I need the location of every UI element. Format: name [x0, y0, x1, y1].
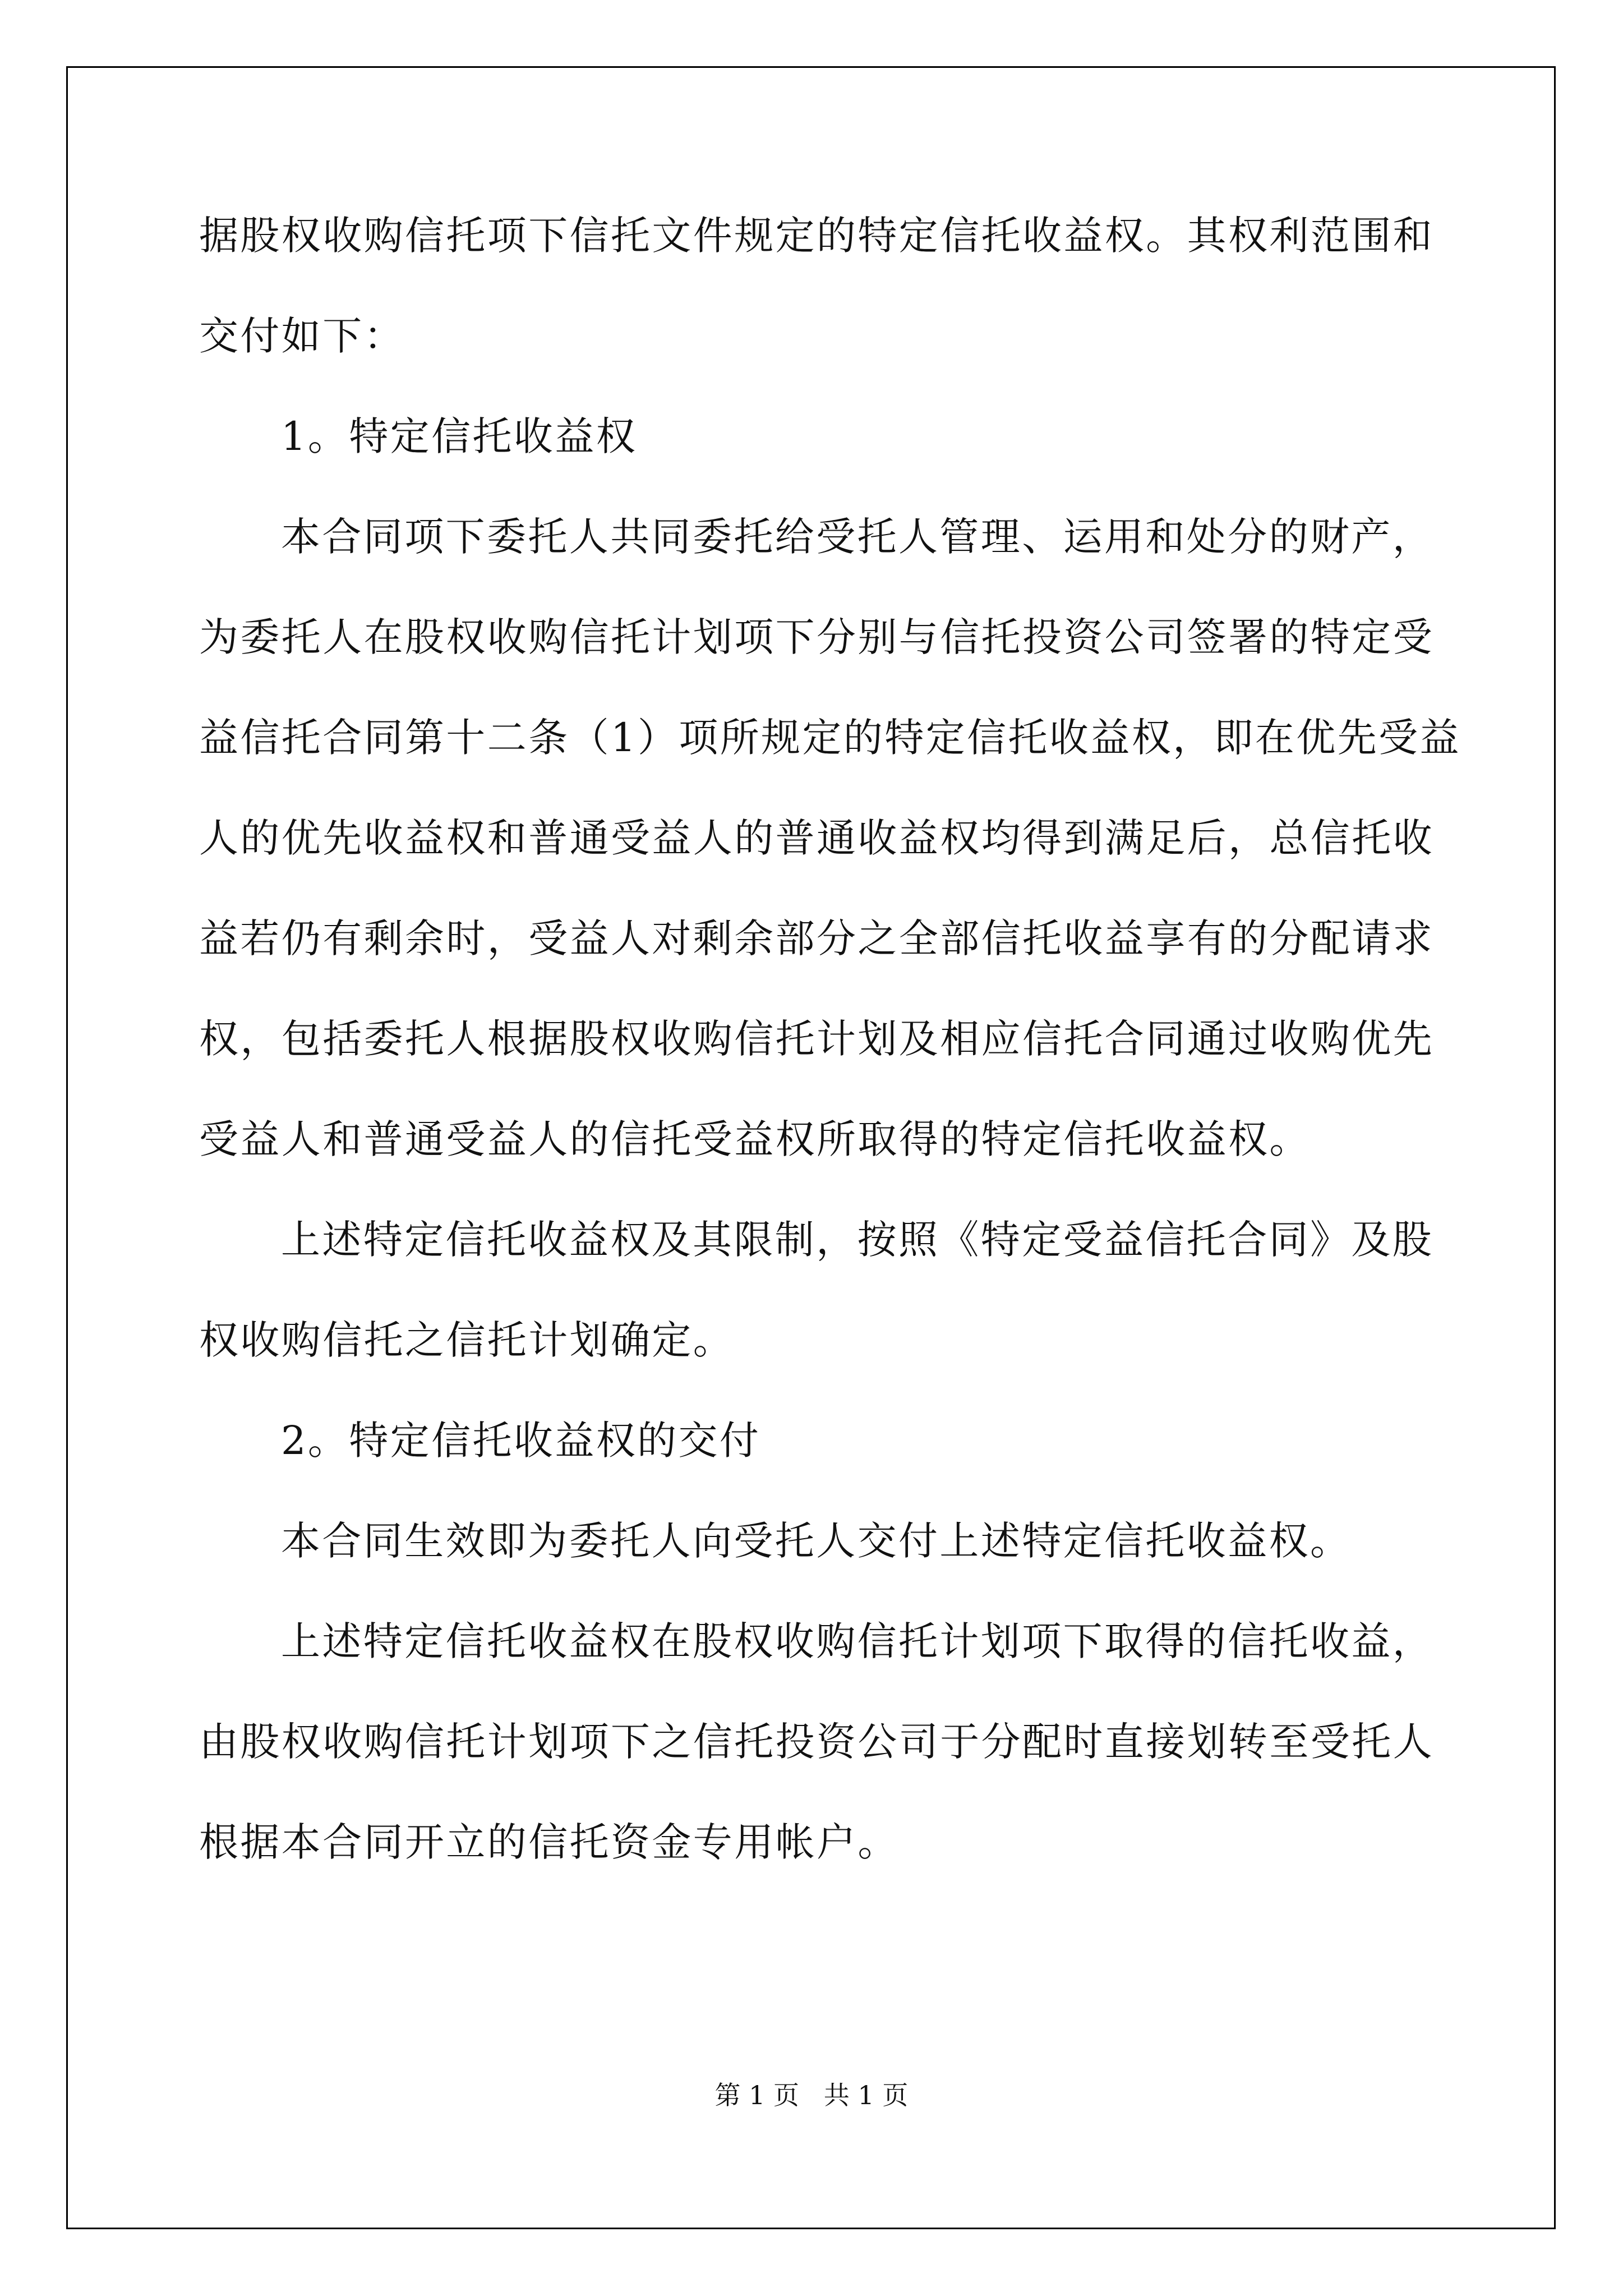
- text-line: 受益人和普通受益人的信托受益权所取得的特定信托收益权。: [199, 1116, 1311, 1162]
- section-heading: 1。特定信托收益权: [281, 413, 638, 459]
- text-line: 为委托人在股权收购信托计划项下分别与信托投资公司签署的特定受: [199, 614, 1434, 660]
- text-line: 由股权收购信托计划项下之信托投资公司于分配时直接划转至受托人: [199, 1719, 1434, 1765]
- section-heading: 2。特定信托收益权的交付: [281, 1418, 761, 1464]
- text-line: 益信托合同第十二条（1）项所规定的特定信托收益权，即在优先受益: [199, 715, 1461, 761]
- text-line: 据股权收购信托项下信托文件规定的特定信托收益权。其权利范围和: [199, 213, 1434, 259]
- text-line: 本合同生效即为委托人向受托人交付上述特定信托收益权。: [281, 1518, 1352, 1564]
- text-line: 权收购信托之信托计划确定。: [199, 1317, 735, 1363]
- page-number-footer: 第 1 页 共 1 页: [714, 2080, 909, 2110]
- text-line: 根据本合同开立的信托资金专用帐户。: [199, 1819, 899, 1865]
- text-line: 权，包括委托人根据股权收购信托计划及相应信托合同通过收购优先: [199, 1016, 1434, 1062]
- text-line: 人的优先收益权和普通受益人的普通收益权均得到满足后，总信托收: [199, 815, 1434, 861]
- text-line: 益若仍有剩余时，受益人对剩余部分之全部信托收益享有的分配请求: [199, 915, 1434, 961]
- text-line: 本合同项下委托人共同委托给受托人管理、运用和处分的财产，: [281, 514, 1434, 560]
- document-body: [199, 213, 1461, 1923]
- text-line: 上述特定信托收益权及其限制，按照《特定受益信托合同》及股: [281, 1217, 1434, 1263]
- text-line: 上述特定信托收益权在股权收购信托计划项下取得的信托收益，: [281, 1618, 1434, 1664]
- text-line: 交付如下：: [199, 313, 405, 359]
